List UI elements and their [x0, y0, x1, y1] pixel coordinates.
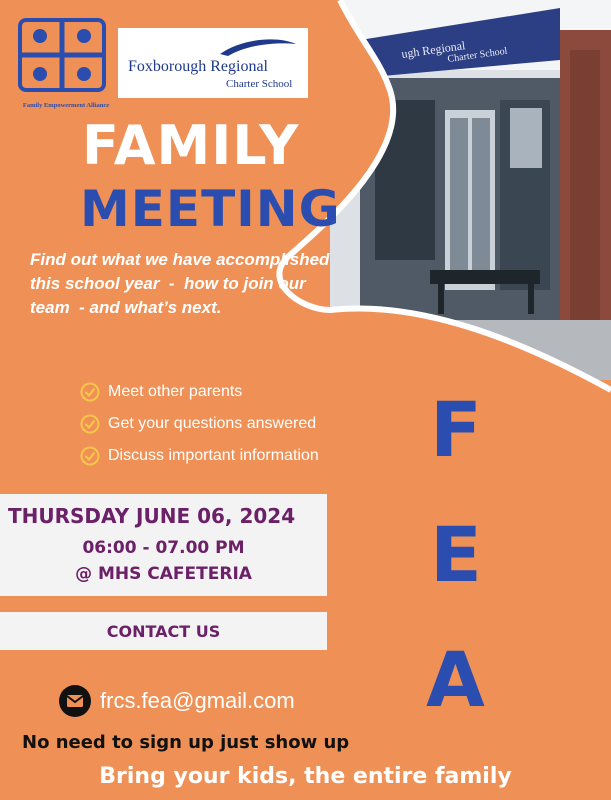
signup-note: No need to sign up just show up: [22, 732, 350, 753]
footer-tagline: Bring your kids, the entire family: [99, 764, 512, 789]
email-address[interactable]: frcs.fea@gmail.com: [100, 688, 295, 713]
alliance-logo-icon: [12, 14, 112, 94]
bullet-item: [80, 376, 370, 408]
bullet-item: [80, 408, 370, 440]
event-time: 06:00 - 07.00 PM: [82, 538, 245, 558]
bullet-item: [80, 440, 370, 472]
check-circle-icon: [80, 446, 100, 466]
school-logo-line2: Charter School: [226, 78, 293, 90]
letter-a: A: [426, 635, 485, 724]
event-details-panel: [0, 494, 327, 596]
bullet-list: [80, 376, 370, 472]
title-family: FAMILY: [82, 114, 300, 177]
event-date: THURSDAY JUNE 06, 2024: [8, 504, 296, 528]
bullet-text: Meet other parents: [108, 383, 243, 400]
school-logo-line1: Foxborough Regional: [128, 58, 268, 75]
family-empowerment-alliance-logo: [10, 12, 120, 112]
title-meeting: MEETING: [80, 180, 341, 238]
bullet-text: Get your questions answered: [108, 415, 317, 432]
check-circle-icon: [80, 414, 100, 434]
check-circle-icon: [80, 382, 100, 402]
signage-line1: ugh Regional: [400, 38, 467, 61]
email-row: [58, 684, 295, 718]
intro-text: Find out what we have accomplished this school year - how to join our team - and what’s next.: [30, 250, 330, 317]
contact-us-bar: [0, 612, 327, 650]
email-icon: [58, 684, 92, 718]
alliance-name: Family Empowerment Alliance: [22, 102, 110, 109]
school-logo-swoosh-icon: [218, 36, 298, 58]
event-location: @ MHS CAFETERIA: [75, 564, 252, 584]
contact-us-label: CONTACT US: [106, 622, 221, 641]
letter-e: E: [430, 510, 482, 599]
letter-f: F: [430, 385, 482, 474]
bullet-text: Discuss important information: [108, 447, 319, 464]
signage-line2: Charter School: [446, 45, 509, 65]
school-logo: [118, 28, 308, 98]
